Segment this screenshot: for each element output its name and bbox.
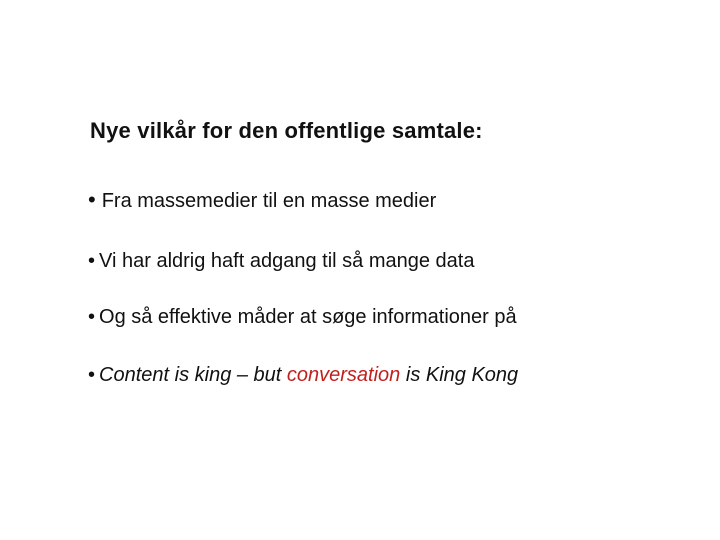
bullet-text-part2: is King Kong xyxy=(400,364,519,386)
bullet-text: Fra massemedier til en masse medier xyxy=(101,190,437,212)
bullet-dot-icon: • xyxy=(88,364,96,386)
bullet-dot-icon: • xyxy=(88,250,96,272)
bullet-item-1 xyxy=(88,187,436,213)
bullet-text-part1: Content is king – but xyxy=(99,364,287,386)
bullet-text-highlight: conversation xyxy=(286,364,401,386)
bullet-text: Vi har aldrig haft adgang til så mange data xyxy=(99,250,475,272)
bullet-dot-icon: • xyxy=(88,306,96,328)
bullet-item-2 xyxy=(88,250,474,273)
bullet-item-4 xyxy=(88,364,518,387)
slide-title: Nye vilkår for den offentlige samtale: xyxy=(90,118,483,143)
bullet-item-3 xyxy=(88,306,517,329)
bullet-text: Og så effektive måder at søge informationer på xyxy=(99,306,517,328)
bullet-dot-icon: • xyxy=(88,187,96,212)
